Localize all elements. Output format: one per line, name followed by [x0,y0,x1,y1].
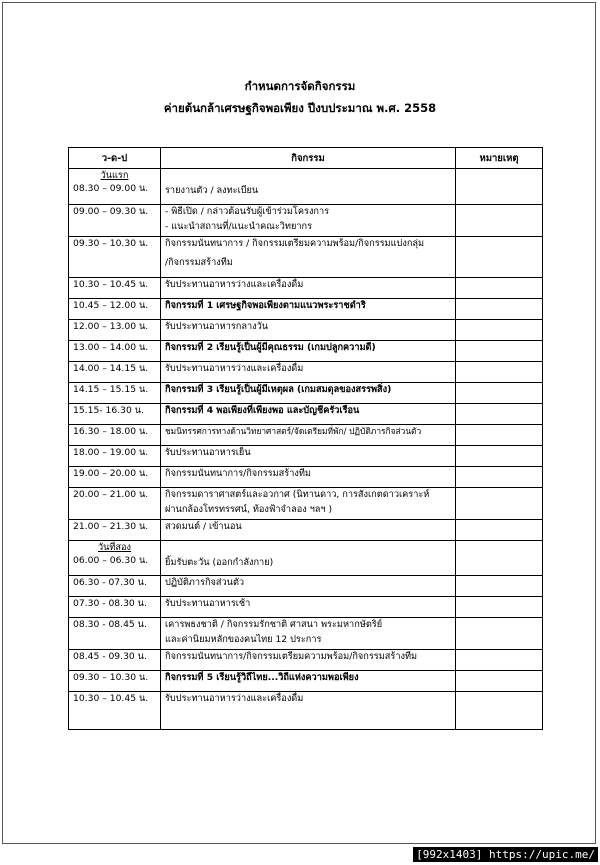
time-cell: 08.30 - 08.45 น. [69,618,161,650]
time-cell: 20.00 – 21.00 น. [69,488,161,520]
time-cell: 21.00 – 21.30 น. [69,520,161,541]
time-cell: 08.45 - 09.30 น. [69,650,161,671]
activity-cell [161,576,456,597]
activity-line: รับประทานอาหารว่างและเครื่องดื่ม [165,363,304,374]
time-cell: 10.30 – 10.45 น. [69,278,161,299]
schedule-row [69,237,543,278]
document-title: กำหนดการจัดกิจกรรม [244,79,356,93]
schedule-row [69,671,543,692]
activity-line: เคารพธงชาติ / กิจกรรมรักชาติ ศาสนา พระมหากษัตริย์ [165,619,383,630]
schedule-row [69,278,543,299]
note-cell [456,576,543,597]
activity-line: กิจกรรมที่ 1 เศรษฐกิจพอเพียงตามแนวพระราชดำริ [165,300,366,311]
activity-cell [161,169,456,205]
note-cell [456,446,543,467]
activity-cell [161,488,456,520]
activity-line: กิจกรรมที่ 2 เรียนรู้เป็นผู้มีคุณธรรม (เกมปลูกความดี) [165,342,376,353]
note-cell [456,618,543,650]
activity-line: รับประทานอาหารเช้า [165,598,251,609]
time-cell: 10.30 – 10.45 น. [69,692,161,730]
activity-line: และค่านิยมหลักของคนไทย 12 ประการ [165,634,322,645]
activity-line: รับประทานอาหารว่างและเครื่องดื่ม [165,279,304,290]
activity-line: รายงานตัว / ลงทะเบียน [165,185,259,196]
schedule-row [69,467,543,488]
time-cell: 16.30 – 18.00 น. [69,425,161,446]
schedule-row [69,299,543,320]
image-host-watermark: [992x1403] https://upic.me/ [413,847,598,862]
activity-cell [161,320,456,341]
activity-cell [161,597,456,618]
schedule-row [69,520,543,541]
time-cell: 14.15 – 15.15 น. [69,383,161,404]
time-cell: 09.30 – 10.30 น. [69,671,161,692]
activity-line: กิจกรรมนันทนาการ / กิจกรรมเตรียมความพร้อม/กิจกรรมแบ่งกลุ่ม [165,238,425,249]
activity-cell [161,671,456,692]
activity-line: สวดมนต์ / เข้านอน [165,521,242,532]
note-cell [456,671,543,692]
activity-line: กิจกรรมที่ 4 พอเพียงที่เพียงพอ และบัญชีครัวเรือน [165,405,360,416]
header-time: ว-ด-ป [69,148,161,169]
schedule-row [69,404,543,425]
time-range: 08.30 – 09.00 น. [73,183,149,194]
activity-cell [161,618,456,650]
schedule-row [69,425,543,446]
activity-cell [161,278,456,299]
time-cell: 19.00 – 20.00 น. [69,467,161,488]
activity-line: ผ่านกล้องโทรทรรศน์, ท้องฟ้าจำลอง ฯลฯ ) [165,504,333,515]
activity-line: - แนะนำสถานที่/แนะนำคณะวิทยากร [165,221,313,232]
schedule-row [69,488,543,520]
schedule-row [69,341,543,362]
activity-cell [161,404,456,425]
time-cell: 10.45 – 12.00 น. [69,299,161,320]
schedule-row [69,383,543,404]
note-cell [456,299,543,320]
activity-cell [161,299,456,320]
schedule-row [69,576,543,597]
activity-line: กิจกรรมที่ 3 เรียนรู้เป็นผู้มีเหตุผล (เกมสมดุลของสรรพสิ่ง) [165,384,392,395]
activity-cell [161,205,456,237]
activity-cell [161,341,456,362]
time-cell: 09.30 – 10.30 น. [69,237,161,278]
activity-cell [161,467,456,488]
time-cell: 15.15- 16.30 น. [69,404,161,425]
schedule-row [69,692,543,730]
time-range: 06.00 – 06.30 น. [73,555,149,566]
schedule-row [69,618,543,650]
schedule-body [69,169,543,730]
schedule-row [69,597,543,618]
activity-cell [161,237,456,278]
activity-line: ปฏิบัติภารกิจส่วนตัว [165,577,245,588]
schedule-table [68,147,543,730]
activity-line: รับประทานอาหารกลางวัน [165,321,269,332]
activity-line: ยิ้มรับตะวัน (ออกกำลังกาย) [165,557,274,568]
schedule-row [69,205,543,237]
note-cell [456,404,543,425]
activity-cell [161,362,456,383]
time-cell: 13.00 – 14.00 น. [69,341,161,362]
time-cell: 09.00 – 09.30 น. [69,205,161,237]
note-cell [456,488,543,520]
activity-line: กิจกรรมนันทนาการ/กิจกรรมเตรียมความพร้อม/กิจกรรมสร้างทีม [165,651,418,662]
note-cell [456,320,543,341]
note-cell [456,597,543,618]
note-cell [456,425,543,446]
note-cell [456,237,543,278]
schedule-row [69,169,543,205]
note-cell [456,362,543,383]
note-cell [456,169,543,205]
activity-line: รับประทานอาหารเย็น [165,447,251,458]
activity-cell [161,520,456,541]
time-cell: 07.30 - 08.30 น. [69,597,161,618]
time-cell: 18.00 – 19.00 น. [69,446,161,467]
time-cell [69,541,161,576]
note-cell [456,205,543,237]
activity-line: กิจกรรมนันทนาการ/กิจกรรมสร้างทีม [165,468,311,479]
schedule-row [69,446,543,467]
schedule-row [69,650,543,671]
note-cell [456,541,543,576]
activity-cell [161,383,456,404]
activity-line: ชมนิทรรศการทางด้านวิทยาศาสตร์/จัดเตรียมที่พัก/ ปฏิบัติภารกิจส่วนตัว [165,426,422,436]
time-cell [69,169,161,205]
time-cell: 12.00 – 13.00 น. [69,320,161,341]
header-activity: กิจกรรม [161,148,456,169]
note-cell [456,520,543,541]
activity-line: กิจกรรมที่ 5 เรียนรู้วิถีไทย...วิถีแห่งความพอเพียง [165,672,359,683]
schedule-row [69,541,543,576]
schedule-row [69,320,543,341]
note-cell [456,467,543,488]
table-header-row [69,148,543,169]
schedule-row [69,362,543,383]
note-cell [456,341,543,362]
activity-cell [161,425,456,446]
time-cell: 14.00 – 14.15 น. [69,362,161,383]
time-cell: 06.30 - 07.30 น. [69,576,161,597]
activity-cell [161,446,456,467]
activity-line: กิจกรรมดาราศาสตร์และอวกาศ (นิทานดาว, การสังเกตดาวเคราะห์ [165,489,430,500]
note-cell [456,692,543,730]
day-label: วันแรก [100,170,129,181]
note-cell [456,650,543,671]
note-cell [456,383,543,404]
day-label: วันที่สอง [97,542,132,553]
activity-cell [161,541,456,576]
activity-cell [161,650,456,671]
document-subtitle: ค่ายต้นกล้าเศรษฐกิจพอเพียง ปีงบประมาณ พ.ศ. 2558 [163,101,437,115]
note-cell [456,278,543,299]
activity-line: - พิธีเปิด / กล่าวต้อนรับผู้เข้าร่วมโครงการ [165,206,330,217]
activity-line: รับประทานอาหารว่างและเครื่องดื่ม [165,693,304,704]
activity-cell [161,692,456,730]
header-note: หมายเหตุ [456,148,543,169]
activity-line: /กิจกรรมสร้างทีม [165,257,233,268]
